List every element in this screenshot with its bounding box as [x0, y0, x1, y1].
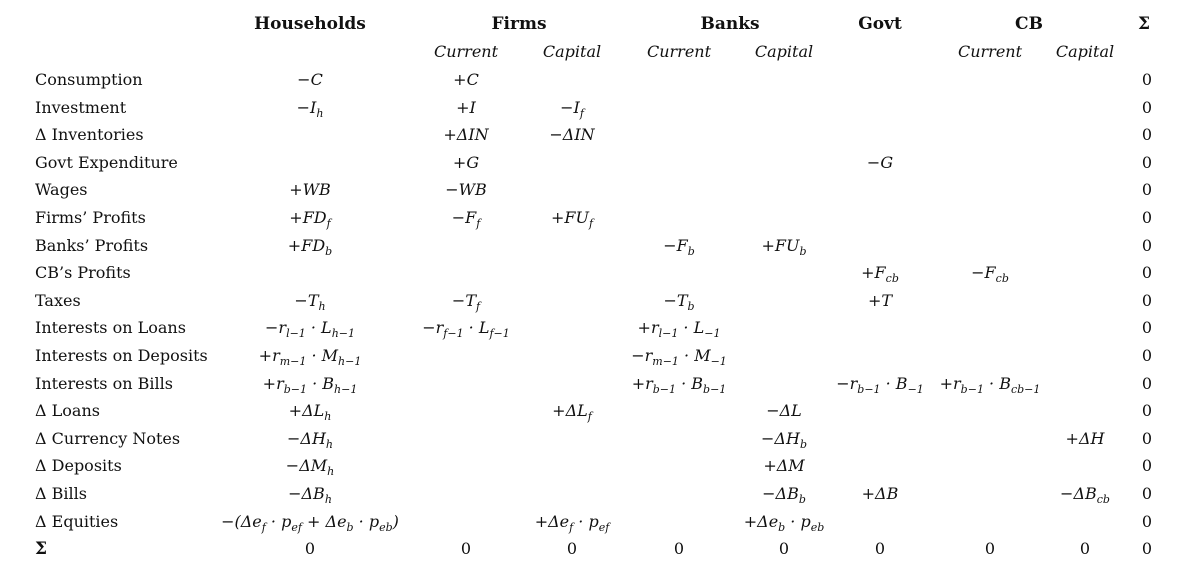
matrix-cell: −C — [297, 70, 323, 89]
matrix-cell: $+r_{b-1} \cdot B_{cb-1}$ — [939, 373, 1041, 396]
matrix-cell: $+r_{m-1} \cdot M_{h-1}$ — [258, 346, 362, 369]
row-sum-cell: 0 — [1141, 263, 1153, 283]
column-sum-cell: 0 — [778, 539, 790, 559]
matrix-cell: $-T_f$ — [451, 290, 481, 313]
subheader-current: Current — [646, 42, 712, 61]
sector-header-households: Households — [254, 14, 366, 34]
matrix-cell: −ΔL — [766, 401, 802, 421]
matrix-cell: $-(\Delta e_f \cdot p_{ef} + \Delta e_b \cdot p_{eb})$ — [221, 511, 399, 534]
row-sum-cell: 0 — [1141, 346, 1153, 365]
matrix-cell: $-r_{f-1} \cdot L_{f-1}$ — [422, 318, 510, 341]
matrix-cell: $+r_{b-1} \cdot B_{b-1}$ — [631, 373, 727, 396]
sum-row-label: Σ — [35, 539, 48, 560]
matrix-cell: $-\Delta H_b$ — [761, 428, 807, 451]
row-label-wages: Wages — [35, 180, 88, 200]
column-sum-cell: 0 — [460, 539, 472, 559]
row-sum-cell: 0 — [1141, 484, 1153, 503]
matrix-cell: $+FU_f$ — [550, 208, 594, 231]
matrix-cell: $-F_{cb}$ — [971, 263, 1009, 286]
subheader-capital: Capital — [754, 42, 814, 61]
sector-header-firms: Firms — [491, 14, 547, 34]
matrix-cell: −ΔIN — [549, 125, 595, 145]
matrix-cell: $-F_b$ — [663, 235, 695, 258]
matrix-cell: +C — [453, 70, 479, 89]
matrix-cell: $-\Delta M_h$ — [285, 456, 335, 479]
matrix-cell: +T — [867, 290, 893, 310]
row-sum-cell: 0 — [1141, 152, 1153, 172]
sector-header-govt: Govt — [858, 14, 902, 34]
row-sum-cell: 0 — [1141, 318, 1153, 338]
row-label-inventories: Δ Inventories — [35, 125, 144, 145]
matrix-cell: $-r_{m-1} \cdot M_{-1}$ — [631, 346, 727, 369]
matrix-cell: $-r_{l-1} \cdot L_{h-1}$ — [265, 318, 355, 341]
row-label-deposits: Δ Deposits — [35, 456, 122, 476]
matrix-cell: $+FU_b$ — [761, 235, 807, 258]
row-sum-cell: 0 — [1141, 125, 1153, 145]
row-sum-cell: 0 — [1141, 428, 1153, 448]
row-sum-cell: 0 — [1141, 180, 1153, 200]
row-label-interests-on-deposits: Interests on Deposits — [35, 346, 208, 365]
subheader-capital: Capital — [542, 42, 602, 61]
row-label-bills: Δ Bills — [35, 484, 87, 503]
column-sum-cell: 0 — [566, 539, 578, 559]
matrix-cell: $-I_f$ — [560, 97, 584, 120]
sector-header-banks: Banks — [700, 14, 760, 34]
matrix-cell: $+r_{l-1} \cdot L_{-1}$ — [637, 318, 721, 341]
matrix-cell: $-I_h$ — [296, 97, 324, 120]
matrix-cell: +WB — [289, 180, 331, 200]
row-sum-cell: 0 — [1141, 456, 1153, 476]
row-label-cb-s-profits: CB’s Profits — [35, 263, 131, 283]
row-label-govt-expenditure: Govt Expenditure — [35, 152, 178, 172]
row-sum-cell: 0 — [1141, 401, 1153, 421]
matrix-cell: $-\Delta H_h$ — [286, 428, 334, 451]
matrix-cell: $+r_{b-1} \cdot B_{h-1}$ — [262, 373, 358, 396]
matrix-cell: $+FD_b$ — [287, 235, 333, 258]
matrix-cell: $-\Delta B_h$ — [288, 484, 332, 507]
row-label-interests-on-loans: Interests on Loans — [35, 318, 186, 338]
matrix-cell: +I — [456, 97, 476, 117]
matrix-cell: −WB — [445, 180, 487, 200]
column-sum-cell: 0 — [304, 539, 316, 559]
subheader-current: Current — [433, 42, 499, 61]
matrix-cell: +ΔIN — [443, 125, 489, 145]
matrix-cell: +ΔH — [1065, 428, 1105, 448]
sector-header-cb: CB — [1015, 14, 1043, 34]
row-label-taxes: Taxes — [35, 290, 81, 310]
matrix-cell: $+\Delta e_f \cdot p_{ef}$ — [534, 511, 610, 534]
row-sum-cell: 0 — [1141, 373, 1153, 393]
matrix-cell: $-T_b$ — [663, 290, 695, 313]
row-sum-cell: 0 — [1141, 70, 1153, 89]
subheader-capital: Capital — [1055, 42, 1115, 61]
matrix-cell: $-r_{b-1} \cdot B_{-1}$ — [836, 373, 924, 396]
matrix-cell: $+FD_f$ — [289, 208, 331, 231]
row-label-currency-notes: Δ Currency Notes — [35, 428, 181, 448]
column-sum-cell: 0 — [984, 539, 996, 559]
row-sum-cell: 0 — [1141, 511, 1153, 531]
row-label-investment: Investment — [35, 97, 127, 117]
subheader-current: Current — [957, 42, 1023, 61]
row-label-banks-profits: Banks’ Profits — [35, 235, 149, 255]
matrix-cell: $-\Delta B_{cb}$ — [1060, 484, 1110, 507]
matrix-cell: $+\Delta e_b \cdot p_{eb}$ — [743, 511, 825, 534]
matrix-cell: $+\Delta L_f$ — [552, 401, 592, 424]
row-label-consumption: Consumption — [35, 70, 143, 89]
matrix-cell: +ΔB — [861, 484, 899, 503]
column-sum-cell: 0 — [874, 539, 886, 559]
sector-header-sigma: Σ — [1137, 14, 1151, 34]
column-sum-cell: 0 — [1141, 539, 1153, 559]
matrix-cell: $+\Delta L_h$ — [288, 401, 332, 424]
row-sum-cell: 0 — [1141, 290, 1153, 310]
matrix-cell: $-T_h$ — [294, 290, 326, 313]
row-sum-cell: 0 — [1141, 97, 1153, 117]
column-sum-cell: 0 — [1079, 539, 1091, 559]
row-label-equities: Δ Equities — [35, 511, 119, 531]
row-label-interests-on-bills: Interests on Bills — [35, 373, 173, 393]
matrix-cell: $+F_{cb}$ — [861, 263, 899, 286]
column-sum-cell: 0 — [673, 539, 685, 559]
matrix-cell: −G — [866, 152, 894, 172]
matrix-cell: $-F_f$ — [451, 208, 481, 231]
row-label-firms-profits: Firms’ Profits — [35, 208, 146, 227]
matrix-cell: +G — [452, 152, 480, 172]
matrix-cell: $-\Delta B_b$ — [762, 484, 806, 507]
row-label-loans: Δ Loans — [35, 401, 100, 421]
matrix-cell: +ΔM — [763, 456, 805, 476]
row-sum-cell: 0 — [1141, 235, 1153, 255]
row-sum-cell: 0 — [1141, 208, 1153, 227]
